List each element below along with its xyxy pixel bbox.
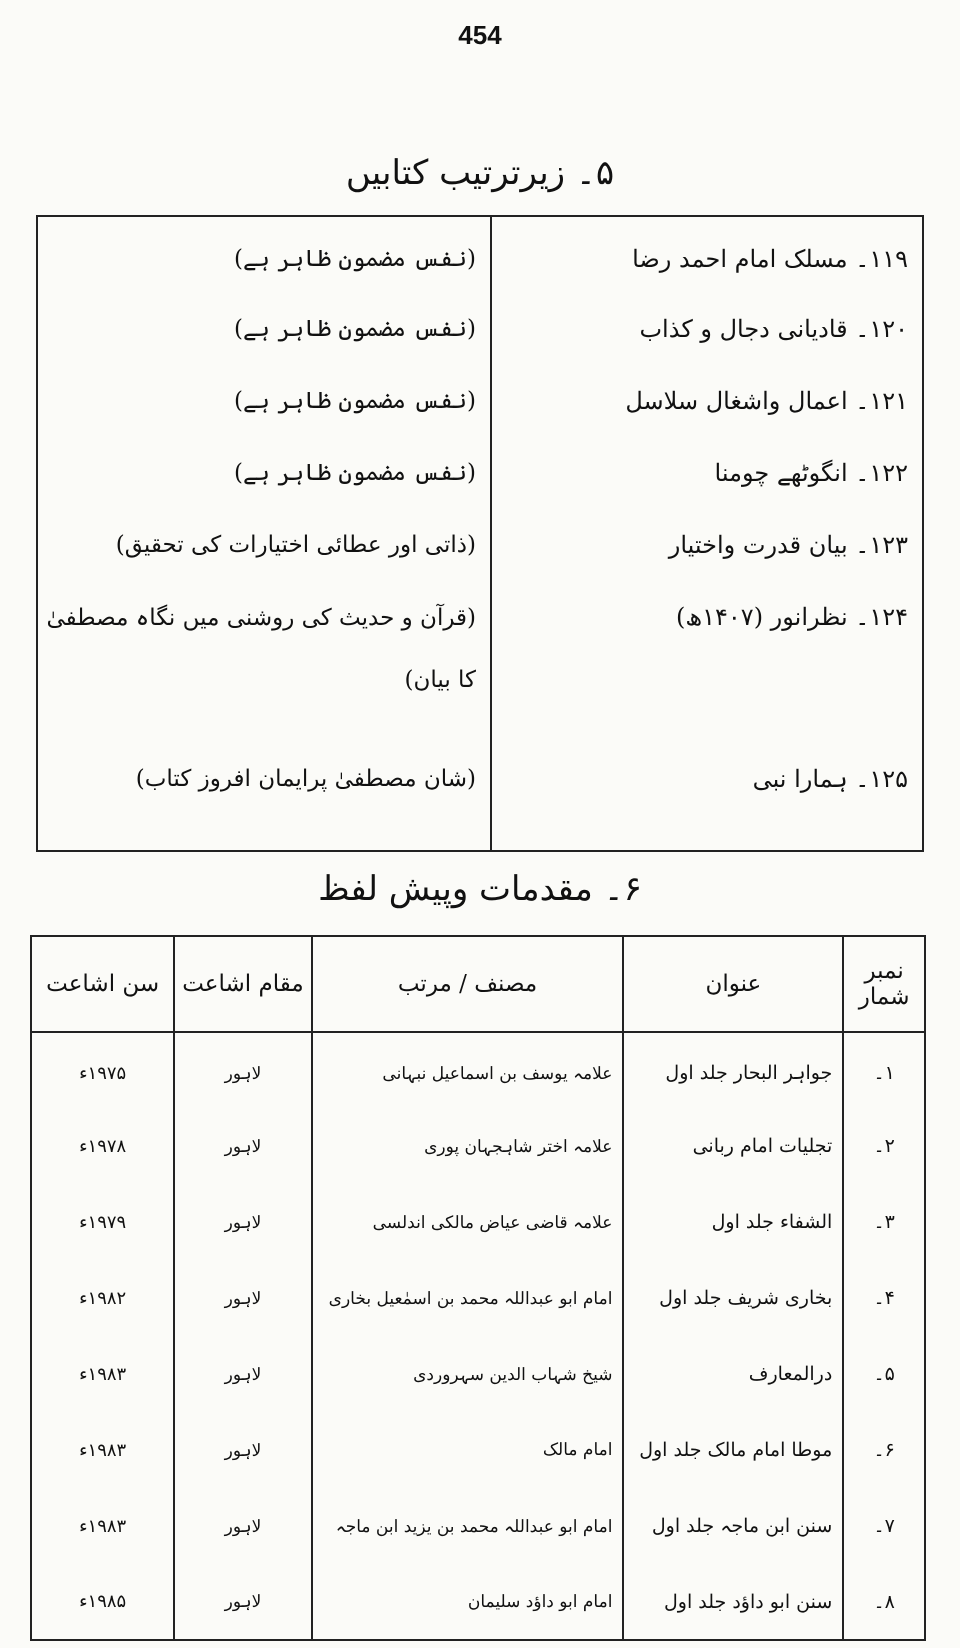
table-row bbox=[38, 597, 922, 727]
table-row bbox=[31, 1032, 925, 1108]
row-title: سنن ابو داؤد جلد اول bbox=[623, 1564, 843, 1640]
book-description: (نفس مضمون ظاہر ہے) bbox=[233, 246, 476, 272]
section-title-introductions: ۶۔ مقدمات وپیش لفظ bbox=[318, 869, 642, 909]
table-row bbox=[31, 1184, 925, 1260]
table-row bbox=[31, 1564, 925, 1640]
table-row bbox=[38, 453, 922, 493]
book-title: ۱۱۹۔ مسلک امام احمد رضا bbox=[632, 245, 908, 273]
table-row bbox=[38, 309, 922, 349]
book-title: ۱۲۲۔ انگوٹھے چومنا bbox=[714, 459, 908, 487]
row-place: لاہور bbox=[174, 1108, 311, 1184]
table-row bbox=[38, 381, 922, 421]
row-number: ۶۔ bbox=[843, 1412, 925, 1488]
row-number: ۵۔ bbox=[843, 1336, 925, 1412]
row-year: ۱۹۸۳ء bbox=[31, 1336, 174, 1412]
row-author: امام ابو داؤد سلیمان bbox=[312, 1564, 624, 1640]
book-title: ۱۲۳۔ بیان قدرت واختیار bbox=[668, 531, 908, 559]
row-number: ۴۔ bbox=[843, 1260, 925, 1336]
row-title: درالمعارف bbox=[623, 1336, 843, 1412]
book-description: (نفس مضمون ظاہر ہے) bbox=[233, 316, 476, 342]
header-title: عنوان bbox=[623, 936, 843, 1032]
section-title-planned-books: ۵۔ زیرترتیب کتابیں bbox=[345, 153, 615, 193]
table-row bbox=[31, 1488, 925, 1564]
row-number: ۸۔ bbox=[843, 1564, 925, 1640]
book-description: (نفس مضمون ظاہر ہے) bbox=[233, 388, 476, 414]
row-place: لاہور bbox=[174, 1488, 311, 1564]
row-place: لاہور bbox=[174, 1260, 311, 1336]
book-description: (قرآن و حدیث کی روشنی میں نگاہ مصطفیٰ کا بیان) bbox=[46, 605, 476, 693]
row-year: ۱۹۷۵ء bbox=[31, 1032, 174, 1108]
table-row bbox=[38, 239, 922, 279]
row-place: لاہور bbox=[174, 1336, 311, 1412]
book-title: ۱۲۵۔ ہمارا نبی bbox=[752, 765, 908, 793]
book-title: ۱۲۱۔ اعمال واشغال سلاسل bbox=[625, 387, 908, 415]
row-number: ۷۔ bbox=[843, 1488, 925, 1564]
introductions-table bbox=[30, 935, 926, 1641]
row-author: امام مالک bbox=[312, 1412, 624, 1488]
row-title: سنن ابن ماجہ جلد اول bbox=[623, 1488, 843, 1564]
row-year: ۱۹۸۵ء bbox=[31, 1564, 174, 1640]
book-description: (ذاتی اور عطائی اختیارات کی تحقیق) bbox=[115, 532, 476, 558]
row-author: شیخ شہاب الدین سہروردی bbox=[312, 1336, 624, 1412]
table-row bbox=[38, 525, 922, 565]
row-author: علامہ یوسف بن اسماعیل نبہانی bbox=[312, 1032, 624, 1108]
row-year: ۱۹۸۲ء bbox=[31, 1260, 174, 1336]
book-description: (شان مصطفیٰ پرایمان افروز کتاب) bbox=[135, 766, 476, 792]
table-row bbox=[31, 1108, 925, 1184]
row-number: ۱۔ bbox=[843, 1032, 925, 1108]
book-title: ۱۲۴۔ نظرانور (۱۴۰۷ھ) bbox=[676, 603, 908, 631]
row-year: ۱۹۸۳ء bbox=[31, 1412, 174, 1488]
header-number: نمبر شمار bbox=[843, 936, 925, 1032]
row-place: لاہور bbox=[174, 1184, 311, 1260]
row-author: علامہ قاضی عیاض مالکی اندلسی bbox=[312, 1184, 624, 1260]
table-row bbox=[38, 759, 922, 799]
table-row bbox=[31, 1260, 925, 1336]
book-title: ۱۲۰۔ قادیانی دجال و کذاب bbox=[639, 315, 908, 343]
row-number: ۲۔ bbox=[843, 1108, 925, 1184]
row-place: لاہور bbox=[174, 1032, 311, 1108]
row-title: موطا امام مالک جلد اول bbox=[623, 1412, 843, 1488]
table-header-row bbox=[31, 936, 925, 1032]
header-author: مصنف / مرتب bbox=[312, 936, 624, 1032]
row-author: امام ابو عبداللہ محمد بن یزید ابن ماجہ bbox=[312, 1488, 624, 1564]
page-number: 454 bbox=[458, 20, 502, 50]
planned-books-table bbox=[36, 215, 924, 852]
header-place: مقام اشاعت bbox=[174, 936, 311, 1032]
row-author: علامہ اختر شاہجہان پوری bbox=[312, 1108, 624, 1184]
row-title: الشفاء جلد اول bbox=[623, 1184, 843, 1260]
row-year: ۱۹۸۳ء bbox=[31, 1488, 174, 1564]
table-row bbox=[31, 1336, 925, 1412]
table-row bbox=[31, 1412, 925, 1488]
row-place: لاہور bbox=[174, 1412, 311, 1488]
header-year: سن اشاعت bbox=[31, 936, 174, 1032]
row-title: تجلیات امام ربانی bbox=[623, 1108, 843, 1184]
row-title: بخاری شریف جلد اول bbox=[623, 1260, 843, 1336]
book-description: (نفس مضمون ظاہر ہے) bbox=[233, 460, 476, 486]
row-author: امام ابو عبداللہ محمد بن اسمٰعیل بخاری bbox=[312, 1260, 624, 1336]
row-year: ۱۹۷۸ء bbox=[31, 1108, 174, 1184]
row-year: ۱۹۷۹ء bbox=[31, 1184, 174, 1260]
row-title: جواہر البحار جلد اول bbox=[623, 1032, 843, 1108]
row-number: ۳۔ bbox=[843, 1184, 925, 1260]
row-place: لاہور bbox=[174, 1564, 311, 1640]
